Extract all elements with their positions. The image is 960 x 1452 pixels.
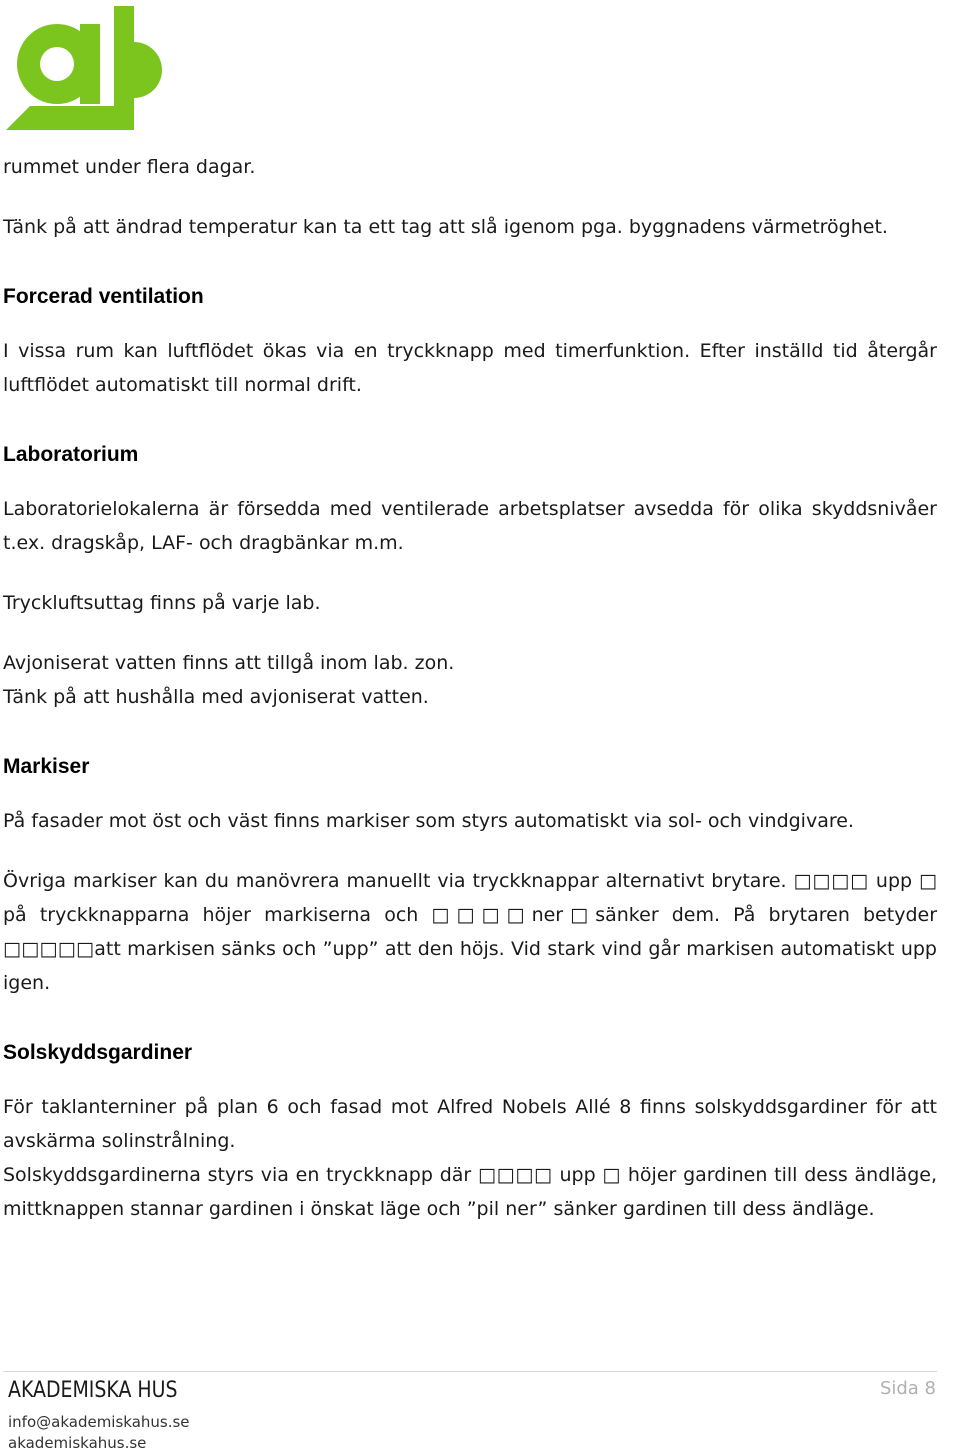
logo-a-stem (80, 24, 100, 104)
logo-icon (2, 2, 172, 132)
paragraph: Solskyddsgardinerna styrs via en tryckknapp där □□□□ upp □ höjer gardinen till dess ändläge, mittknappen stannar gardinen i önskat läge och ”pil ner” sänker gardinen till dess ändläge. (3, 1164, 937, 1220)
logo-b-stem (114, 6, 134, 100)
footer-website: akademiskahus.se (8, 1434, 147, 1452)
paragraph: På fasader mot öst och väst finns markiser som styrs automatiskt via sol- och vindgivare. (3, 810, 854, 832)
paragraph: Avjoniserat vatten finns att tillgå inom lab. zon. (3, 652, 455, 674)
logo-a-counter (40, 47, 74, 81)
paragraph: Övriga markiser kan du manövrera manuellt via tryckknappar alternativt brytare. □□□□ upp □ på tryckknapparna höjer markiserna och □□□□ner□sänker dem. På brytaren betyder □□□□□att markisen sänks och ”upp” att den höjs. Vid stark vind går markisen automatiskt upp igen. (3, 870, 937, 994)
logo-base (6, 98, 134, 130)
paragraph: För taklanterniner på plan 6 och fasad mot Alfred Nobels Allé 8 finns solskyddsgardiner för att avskärma solinstrålning. (3, 1096, 937, 1152)
section-heading-markiser: Markiser (3, 755, 90, 778)
page-number: Sida 8 (879, 1378, 936, 1399)
footer-divider (3, 1371, 937, 1372)
section-heading-solskyddsgardiner: Solskyddsgardiner (3, 1041, 193, 1064)
document-body (3, 150, 937, 1226)
paragraph: Tänk på att hushålla med avjoniserat vatten. (3, 686, 429, 708)
akademiska-hus-logo (2, 2, 172, 132)
section-heading-forcerad-ventilation: Forcerad ventilation (3, 285, 204, 308)
paragraph: rummet under flera dagar. (3, 156, 256, 178)
footer-email: info@akademiskahus.se (8, 1413, 190, 1431)
section-heading-laboratorium: Laboratorium (3, 443, 139, 466)
paragraph: I vissa rum kan luftflödet ökas via en tryckknapp med timerfunktion. Efter inställd tid återgår luftflödet automatiskt till normal drift. (3, 340, 937, 396)
logo-b-bowl (134, 42, 162, 98)
paragraph: Tänk på att ändrad temperatur kan ta ett tag att slå igenom pga. byggnadens värmetröghet. (3, 216, 888, 238)
paragraph: Laboratorielokalerna är försedda med ventilerade arbetsplatser avsedda för olika skyddsnivåer t.ex. dragskåp, LAF- och dragbänkar m.m. (3, 498, 937, 554)
footer-brand-name: AKADEMISKA HUS (8, 1378, 178, 1403)
paragraph: Tryckluftsuttag finns på varje lab. (3, 592, 321, 614)
